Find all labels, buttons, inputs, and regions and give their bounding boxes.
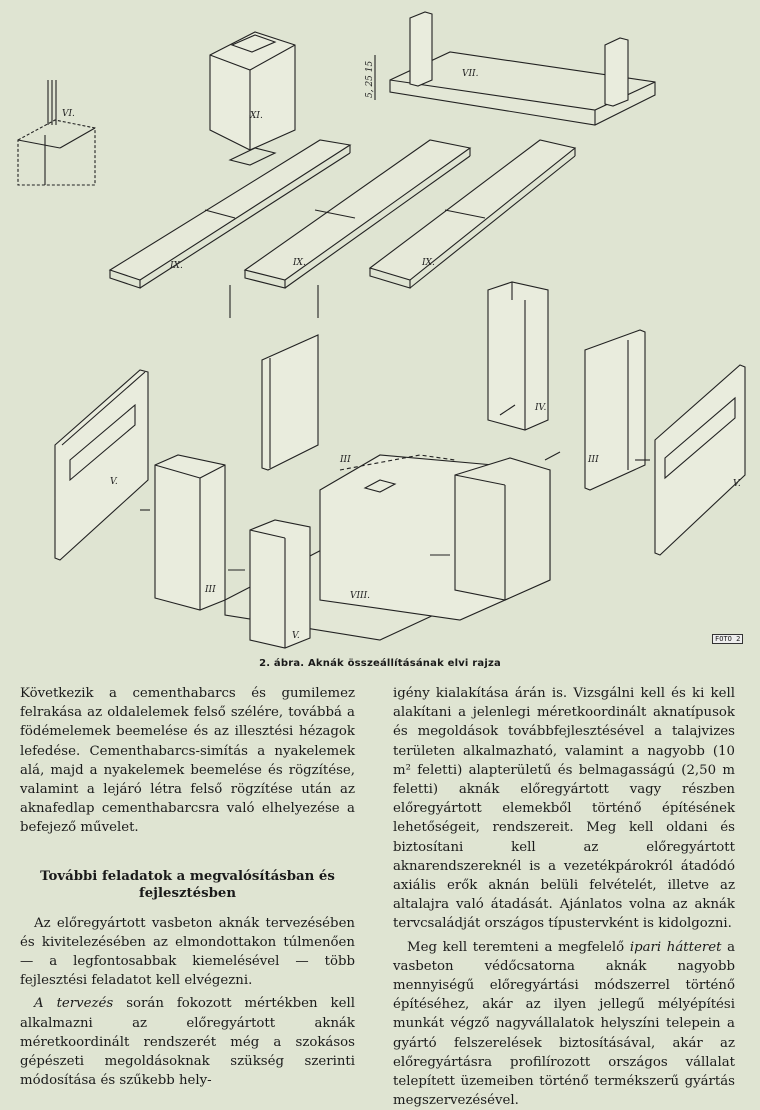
element-v-left: [55, 370, 148, 560]
assembled-shaft: [225, 455, 550, 648]
svg-text:IX.: IX.: [170, 261, 183, 271]
element-vii: [375, 12, 655, 125]
right-paragraph-2-start: Meg kell teremteni a megfelelő: [407, 939, 630, 955]
svg-text:III: III: [205, 585, 216, 595]
left-column: [20, 684, 355, 1090]
svg-text:IX.: IX.: [293, 258, 306, 268]
svg-text:VI.: VI.: [62, 109, 75, 119]
left-paragraph-3-text: során fokozott mértékben kell alkalmazni az előregyártott aknák méretkoordinált rendszerét még a szokásos gépészeti megoldásoknak szükség szerinti módosítása és szűkebb hely-: [20, 996, 355, 1089]
svg-text:VII.: VII.: [462, 69, 479, 79]
left-paragraph-1: Következik a cementhabarcs és gumilemez felrakása az oldalelemek felső szélére, továbbá a födémelemek beemelése és az illesztési hézagok lefedése. Cementhabarcs-simítás a nyakelemek alá, majd a nyakelemek beemelése és rögzítése, valamint a lejáró létra felső rögzítése után az aknafedlap cementhabarcsra való elhelyezése a befejező művelet.: [20, 686, 355, 836]
element-iii-right: [585, 330, 645, 490]
svg-text:V.: V.: [733, 479, 741, 489]
element-vi: [18, 80, 95, 185]
emphasis-ipari-hatteret: ipari hátteret: [629, 939, 722, 955]
svg-text:VIII.: VIII.: [350, 591, 371, 601]
svg-text:5, 25 15: 5, 25 15: [365, 60, 375, 98]
right-paragraph-2-end: a vasbeton védőcsatorna aknák nagyobb mennyiségű előregyártási módszerrel történő építéséhez, akár az ilyen jellegű mélyépítési munkát végző nagyvállalatok helyszíni telepein a gyártó felszerelések biztosításával, akár az előregyártásra profilírozott országos vállalat telepített üzemeiben történő termékszerű gyártás megszervezésével.: [393, 939, 735, 1109]
svg-text:IX.: IX.: [422, 258, 435, 268]
right-column: [393, 684, 735, 1110]
left-paragraph-2: Az előregyártott vasbeton aknák tervezésében és kivitelezésében az elmondottakon túlmenően — a legfontosabbak kiemelésével — több fejlesztési feladatot kell elvégezni.: [20, 915, 355, 989]
left-paragraph-3: [20, 994, 355, 1090]
figure-stamp: FOTO 2: [712, 634, 743, 644]
figure-caption: 2. ábra. Aknák összeállításának elvi rajza: [259, 658, 501, 669]
right-paragraph-1: igény kialakítása árán is. Vizsgálni kell és ki kell alakítani a jelenlegi méretkoordinált aknatípusok és megoldások továbbfejlesztésével a talajvizes területen alkalmazható, valamint a nagyobb (10 m² feletti) alapterületű és belmagasságú (2,50 m feletti) aknák előregyártott vagy részben előregyártott elemekből történő építésének lehetőségeit, rendszereit. Meg kell oldani és biztosítani kell az előregyártott aknarendszereknél is a vezetékpárokról átadódó axiális erők aknán belüli felvételét, illetve az altalajra való átadását. Ajánlatos volna az aknák tervcsaládját országos típustervként is kidolgozni.: [393, 686, 735, 932]
svg-text:V.: V.: [110, 477, 118, 487]
section-heading: További feladatok a megvalósításban és fejlesztésben: [40, 868, 335, 901]
svg-text:III: III: [340, 455, 351, 465]
right-paragraph-2: [393, 938, 735, 1110]
svg-text:V.: V.: [292, 631, 300, 641]
svg-text:III: III: [588, 455, 599, 465]
element-v-right: [655, 365, 745, 555]
emphasis-tervezes: A tervezés: [34, 996, 114, 1012]
svg-text:XI.: XI.: [250, 111, 263, 121]
element-xi: [210, 32, 295, 150]
element-iii-center: [262, 335, 318, 470]
svg-text:IV.: IV.: [535, 403, 547, 413]
